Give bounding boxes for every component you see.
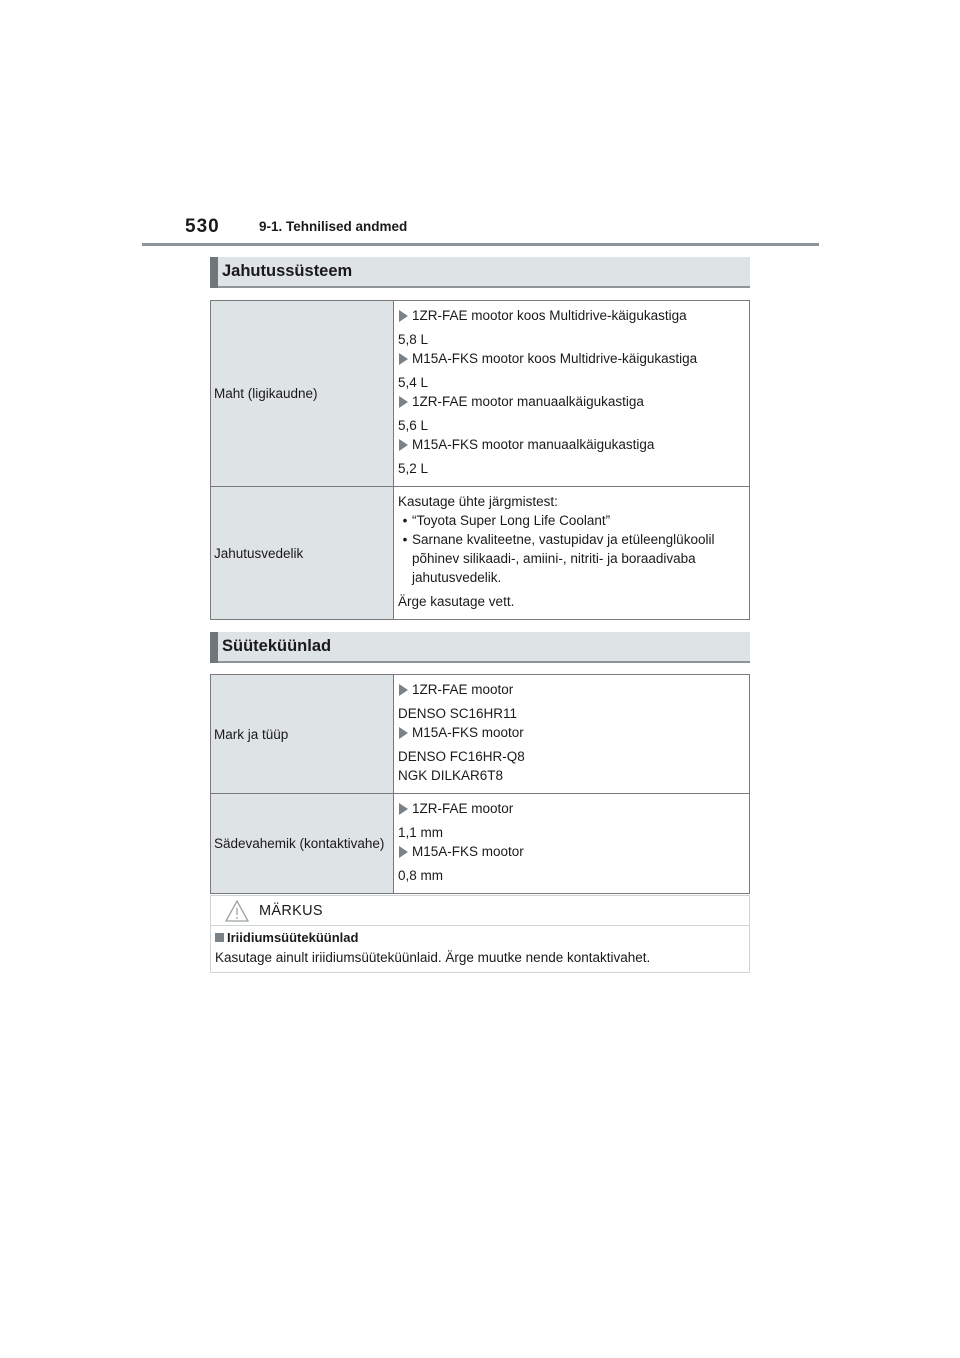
make-values: [394, 675, 750, 794]
capacity-value: 5,2 L: [398, 461, 429, 476]
triangle-bullet-icon: [399, 684, 408, 696]
list-item: M15A-FKS mootor manuaalkäigukastiga: [398, 435, 745, 454]
cooling-heading-text: Jahutussüsteem: [222, 262, 353, 280]
notice-box: [210, 895, 750, 973]
list-item: 1ZR-FAE mootor koos Multidrive-käigukastiga: [398, 306, 745, 325]
section-title: 9-1. Tehnilised andmed: [259, 219, 408, 234]
gap-value: 1,1 mm: [398, 825, 444, 840]
list-item: M15A-FKS mootor koos Multidrive-käigukastiga: [398, 349, 745, 368]
square-bullet-icon: [215, 933, 224, 942]
spark-heading: [210, 632, 750, 663]
make-value: NGK DILKAR6T8: [398, 768, 504, 783]
triangle-bullet-icon: [399, 439, 408, 451]
warning-triangle-icon: [225, 900, 249, 922]
list-item: 1ZR-FAE mootor: [398, 680, 745, 699]
make-value: DENSO FC16HR-Q8: [398, 749, 525, 764]
list-item: 1ZR-FAE mootor: [398, 799, 745, 818]
triangle-bullet-icon: [399, 396, 408, 408]
list-item: • Sarnane kvaliteetne, vastupidav ja etüleenglükoolil põhinev silikaadi-, amiini-, nitriti- ja boraadivaba jahutusvedelik.: [398, 530, 745, 587]
table-row: [211, 487, 750, 620]
triangle-bullet-icon: [399, 310, 408, 322]
spark-table: [210, 674, 750, 894]
capacity-value: 5,8 L: [398, 332, 429, 347]
spark-heading-text: Süüteküünlad: [222, 637, 332, 655]
capacity-values: [394, 301, 750, 487]
make-value: DENSO SC16HR11: [398, 706, 518, 721]
header-rule: [142, 243, 819, 246]
notice-subtitle: Iriidiumsüüteküünlad: [215, 930, 358, 945]
list-item: M15A-FKS mootor: [398, 842, 745, 861]
triangle-bullet-icon: [399, 803, 408, 815]
capacity-value: 5,6 L: [398, 418, 429, 433]
triangle-bullet-icon: [399, 353, 408, 365]
notice-header: [211, 896, 749, 926]
cooling-heading: [210, 257, 750, 288]
coolant-note: Ärge kasutage vett.: [398, 594, 515, 609]
table-row: [211, 675, 750, 794]
coolant-intro: Kasutage ühte järgmistest:: [398, 494, 558, 509]
page-number: 530: [185, 216, 220, 237]
triangle-bullet-icon: [399, 727, 408, 739]
capacity-label: Maht (ligikaudne): [211, 301, 394, 487]
notice-title: MÄRKUS: [259, 903, 323, 919]
dot-bullet-icon: •: [402, 513, 408, 528]
coolant-label: Jahutusvedelik: [211, 487, 394, 620]
coolant-values: [394, 487, 750, 620]
gap-label: Sädevahemik (kontaktivahe): [211, 794, 394, 894]
cooling-table: [210, 300, 750, 620]
notice-body: Kasutage ainult iriidiumsüüteküünlaid. Ärge muutke nende kontaktivahet.: [215, 950, 651, 965]
gap-values: [394, 794, 750, 894]
table-row: [211, 301, 750, 487]
list-item: 1ZR-FAE mootor manuaalkäigukastiga: [398, 392, 745, 411]
gap-value: 0,8 mm: [398, 868, 444, 883]
dot-bullet-icon: •: [402, 532, 408, 547]
table-row: [211, 794, 750, 894]
list-item: • “Toyota Super Long Life Coolant”: [398, 511, 745, 530]
make-label: Mark ja tüüp: [211, 675, 394, 794]
capacity-value: 5,4 L: [398, 375, 429, 390]
list-item: M15A-FKS mootor: [398, 723, 745, 742]
triangle-bullet-icon: [399, 846, 408, 858]
